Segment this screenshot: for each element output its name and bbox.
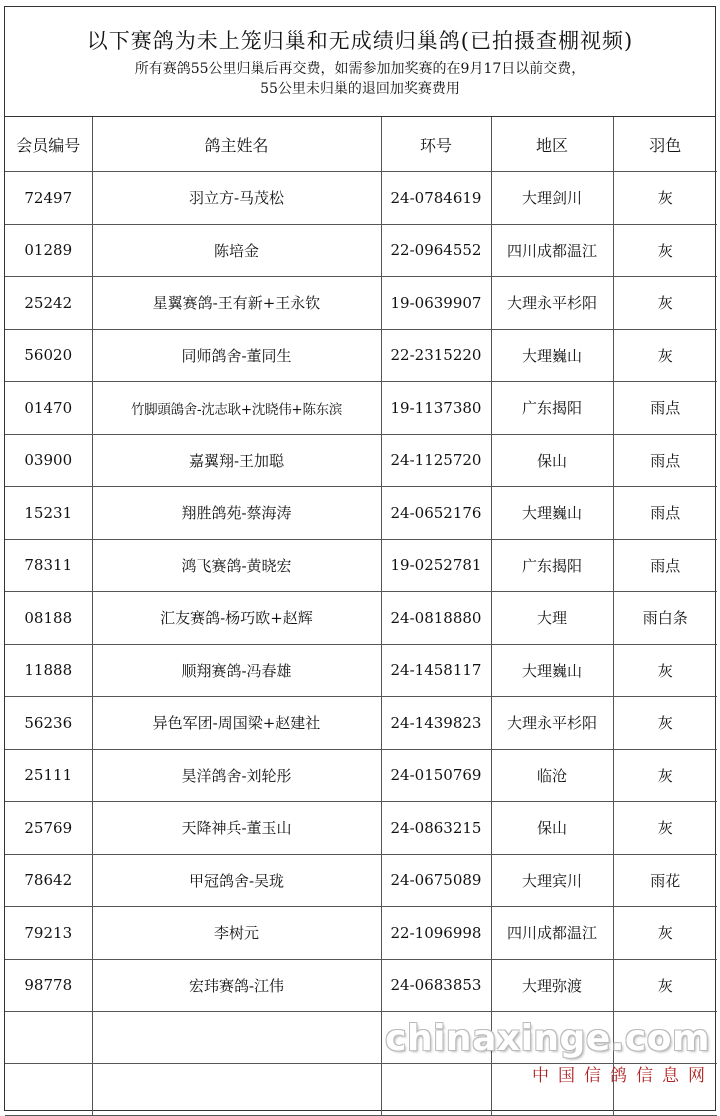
cell-ring-number: 22-1096998 bbox=[381, 907, 491, 960]
cell-feather-color: 雨点 bbox=[613, 434, 717, 487]
cell-region: 保山 bbox=[491, 434, 613, 487]
cell-feather-color: 灰 bbox=[613, 224, 717, 277]
cell-region: 广东揭阳 bbox=[491, 382, 613, 435]
cell-ring-number: 24-1458117 bbox=[381, 644, 491, 697]
cell-ring-number: 24-0652176 bbox=[381, 487, 491, 540]
cell-feather-color: 雨点 bbox=[613, 382, 717, 435]
watermark-sub: 中国信鸽信息网 bbox=[532, 1066, 714, 1086]
cell-region: 大理弥渡 bbox=[491, 959, 613, 1012]
table-row bbox=[5, 487, 717, 540]
cell-feather-color: 雨点 bbox=[613, 487, 717, 540]
empty-cell bbox=[381, 1012, 491, 1064]
cell-feather-color: 灰 bbox=[613, 277, 717, 330]
cell-region: 大理 bbox=[491, 592, 613, 645]
cell-owner-name: 天降神兵-董玉山 bbox=[92, 802, 381, 855]
cell-member-id: 79213 bbox=[5, 907, 92, 960]
table-row bbox=[5, 434, 717, 487]
empty-cell bbox=[5, 1064, 92, 1116]
notice-line-1: 所有赛鸽55公里归巢后再交费，如需参加加奖赛的在9月17日以前交费， bbox=[134, 61, 586, 77]
cell-region: 大理宾川 bbox=[491, 854, 613, 907]
table-row bbox=[5, 224, 717, 277]
cell-region: 大理永平杉阳 bbox=[491, 277, 613, 330]
cell-ring-number: 24-1439823 bbox=[381, 697, 491, 750]
cell-feather-color: 灰 bbox=[613, 749, 717, 802]
cell-ring-number: 19-0252781 bbox=[381, 539, 491, 592]
table-row bbox=[5, 382, 717, 435]
cell-member-id: 72497 bbox=[5, 172, 92, 225]
column-header-region: 地区 bbox=[491, 117, 613, 172]
empty-cell bbox=[491, 1012, 613, 1064]
table-row bbox=[5, 959, 717, 1012]
pigeon-table bbox=[5, 117, 717, 1116]
cell-member-id: 56236 bbox=[5, 697, 92, 750]
cell-owner-name: 翔胜鸽苑-蔡海涛 bbox=[92, 487, 381, 540]
cell-ring-number: 24-0863215 bbox=[381, 802, 491, 855]
cell-owner-name: 昊洋鸽舍-刘轮彤 bbox=[92, 749, 381, 802]
cell-ring-number: 24-0818880 bbox=[381, 592, 491, 645]
cell-owner-name: 竹脚頭鴿舍-沈志耿+沈晓伟+陈东滨 bbox=[92, 382, 381, 435]
cell-owner-name: 嘉翼翔-王加聪 bbox=[92, 434, 381, 487]
cell-region: 四川成都温江 bbox=[491, 224, 613, 277]
empty-table-row bbox=[5, 1064, 717, 1116]
cell-owner-name: 星翼赛鸽-王有新+王永钦 bbox=[92, 277, 381, 330]
empty-cell bbox=[613, 1064, 717, 1116]
empty-cell bbox=[491, 1064, 613, 1116]
cell-owner-name: 羽立方-马茂松 bbox=[92, 172, 381, 225]
empty-cell bbox=[92, 1012, 381, 1064]
cell-member-id: 98778 bbox=[5, 959, 92, 1012]
cell-member-id: 11888 bbox=[5, 644, 92, 697]
column-header-owner-name: 鸽主姓名 bbox=[92, 117, 381, 172]
cell-ring-number: 22-0964552 bbox=[381, 224, 491, 277]
table-row bbox=[5, 329, 717, 382]
cell-ring-number: 24-1125720 bbox=[381, 434, 491, 487]
cell-ring-number: 22-2315220 bbox=[381, 329, 491, 382]
table-row bbox=[5, 749, 717, 802]
cell-owner-name: 宏玮赛鸽-江伟 bbox=[92, 959, 381, 1012]
cell-region: 大理永平杉阳 bbox=[491, 697, 613, 750]
empty-table-row bbox=[5, 1012, 717, 1064]
table-row bbox=[5, 907, 717, 960]
cell-region: 广东揭阳 bbox=[491, 539, 613, 592]
cell-region: 大理剑川 bbox=[491, 172, 613, 225]
cell-owner-name: 陈培金 bbox=[92, 224, 381, 277]
column-header-member-id: 会员编号 bbox=[5, 117, 92, 172]
cell-owner-name: 顺翔赛鸽-冯春雄 bbox=[92, 644, 381, 697]
cell-ring-number: 24-0784619 bbox=[381, 172, 491, 225]
cell-region: 四川成都温江 bbox=[491, 907, 613, 960]
cell-owner-name: 李树元 bbox=[92, 907, 381, 960]
cell-ring-number: 19-1137380 bbox=[381, 382, 491, 435]
cell-ring-number: 24-0150769 bbox=[381, 749, 491, 802]
table-body bbox=[5, 172, 717, 1116]
table-row bbox=[5, 644, 717, 697]
cell-owner-name: 鸿飞赛鸽-黄晓宏 bbox=[92, 539, 381, 592]
cell-feather-color: 雨花 bbox=[613, 854, 717, 907]
watermark-text: chinaxinge.com bbox=[385, 1018, 710, 1059]
cell-member-id: 56020 bbox=[5, 329, 92, 382]
cell-feather-color: 雨白条 bbox=[613, 592, 717, 645]
cell-feather-color: 灰 bbox=[613, 697, 717, 750]
cell-member-id: 01470 bbox=[5, 382, 92, 435]
cell-member-id: 08188 bbox=[5, 592, 92, 645]
cell-region: 保山 bbox=[491, 802, 613, 855]
notice-title: 以下赛鸽为未上笼归巢和无成绩归巢鸽(已拍摄查棚视频) bbox=[86, 29, 634, 53]
cell-region: 大理巍山 bbox=[491, 487, 613, 540]
cell-ring-number: 24-0675089 bbox=[381, 854, 491, 907]
table-row bbox=[5, 539, 717, 592]
cell-feather-color: 灰 bbox=[613, 172, 717, 225]
cell-feather-color: 灰 bbox=[613, 907, 717, 960]
cell-region: 临沧 bbox=[491, 749, 613, 802]
cell-feather-color: 灰 bbox=[613, 959, 717, 1012]
cell-member-id: 78311 bbox=[5, 539, 92, 592]
cell-member-id: 25242 bbox=[5, 277, 92, 330]
cell-feather-color: 灰 bbox=[613, 644, 717, 697]
table-row bbox=[5, 697, 717, 750]
cell-owner-name: 同师鸽舍-董同生 bbox=[92, 329, 381, 382]
cell-owner-name: 甲冠鸽舍-吴珑 bbox=[92, 854, 381, 907]
notice-header bbox=[5, 7, 715, 117]
cell-member-id: 15231 bbox=[5, 487, 92, 540]
notice-sheet bbox=[4, 6, 716, 1111]
cell-owner-name: 汇友赛鸽-杨巧欧+赵辉 bbox=[92, 592, 381, 645]
cell-feather-color: 雨点 bbox=[613, 539, 717, 592]
cell-region: 大理巍山 bbox=[491, 644, 613, 697]
table-row bbox=[5, 854, 717, 907]
cell-owner-name: 异色军团-周国梁+赵建社 bbox=[92, 697, 381, 750]
cell-member-id: 03900 bbox=[5, 434, 92, 487]
column-header-feather-color: 羽色 bbox=[613, 117, 717, 172]
cell-feather-color: 灰 bbox=[613, 329, 717, 382]
table-row bbox=[5, 592, 717, 645]
table-row bbox=[5, 802, 717, 855]
table-header-row bbox=[5, 117, 717, 172]
cell-member-id: 01289 bbox=[5, 224, 92, 277]
cell-ring-number: 24-0683853 bbox=[381, 959, 491, 1012]
cell-member-id: 78642 bbox=[5, 854, 92, 907]
empty-cell bbox=[381, 1064, 491, 1116]
cell-member-id: 25769 bbox=[5, 802, 92, 855]
cell-feather-color: 灰 bbox=[613, 802, 717, 855]
cell-ring-number: 19-0639907 bbox=[381, 277, 491, 330]
empty-cell bbox=[92, 1064, 381, 1116]
empty-cell bbox=[5, 1012, 92, 1064]
table-row bbox=[5, 277, 717, 330]
empty-cell bbox=[613, 1012, 717, 1064]
cell-member-id: 25111 bbox=[5, 749, 92, 802]
table-row bbox=[5, 172, 717, 225]
cell-region: 大理巍山 bbox=[491, 329, 613, 382]
notice-line-2: 55公里未归巢的退回加奖赛费用 bbox=[260, 81, 460, 97]
column-header-ring-number: 环号 bbox=[381, 117, 491, 172]
